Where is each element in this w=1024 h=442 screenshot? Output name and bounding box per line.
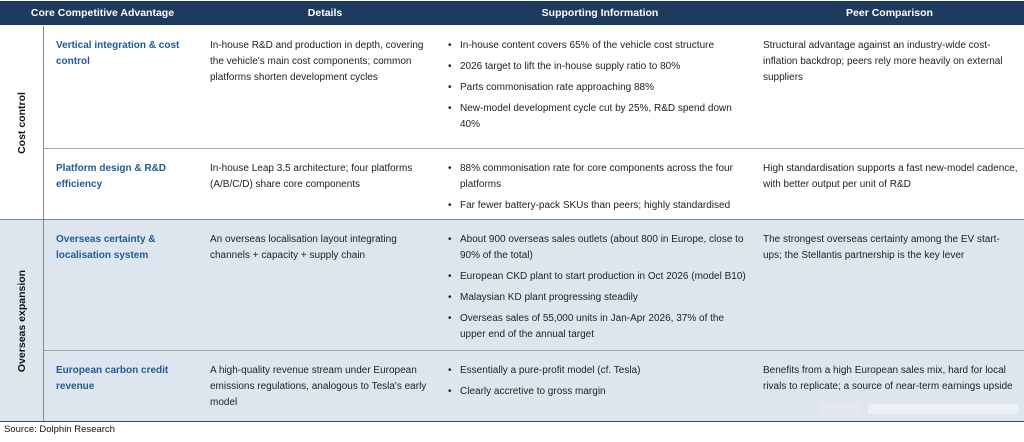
advantage-title: European carbon credit revenue [56, 365, 169, 392]
table-row [44, 149, 1024, 219]
advantage-title: Vertical integration & cost control [56, 40, 180, 67]
supporting-item: • 2026 target to lift the in-house supply ratio to 80% [448, 59, 748, 75]
advantage-title: Platform design & R&D efficiency [56, 163, 167, 190]
supporting-list [448, 363, 748, 405]
header-details: Details [307, 7, 343, 19]
details-text: A high-quality revenue stream under European emissions regulations, analogous to Tesla's early model [210, 365, 427, 408]
supporting-item: • Malaysian KD plant progressing steadily [448, 290, 748, 306]
peer-comparison-text: The strongest overseas certainty among the EV start-ups; the Stellantis partnership is the key lever [763, 234, 1000, 261]
peer-comparison-text: High standardisation supports a fast new-model cadence, with better output per unit of R&D [763, 163, 1018, 190]
table-bottom-border [0, 421, 1024, 422]
details-text: An overseas localisation layout integrating channels + capacity + supply chain [210, 234, 397, 261]
group-column-divider [43, 26, 44, 421]
group-label: Overseas expansion [16, 269, 28, 372]
supporting-list [448, 161, 748, 219]
table-row [44, 220, 1024, 350]
source-note: Source: Dolphin Research [4, 424, 115, 435]
peer-comparison-text: Structural advantage against an industry-wide cost-inflation backdrop; peers rely more heavily on external suppliers [763, 40, 1003, 83]
supporting-item: • In-house content covers 65% of the vehicle cost structure [448, 38, 748, 54]
header-core-advantage: Core Competitive Advantage [30, 7, 175, 19]
supporting-item: • Parts commonisation rate approaching 88% [448, 80, 748, 96]
supporting-item: • New-model development cycle cut by 25%, R&D spend down 40% [448, 101, 748, 133]
details-text: In-house Leap 3.5 architecture; four platforms (A/B/C/D) share core components [210, 163, 413, 190]
supporting-item: • 88% commonisation rate for core components across the four platforms [448, 161, 748, 193]
group-label: Cost control [16, 91, 28, 154]
group-cost-control [0, 26, 44, 219]
supporting-item: • Clearly accretive to gross margin [448, 384, 748, 400]
details-text: In-house R&D and production in depth, covering the vehicle's main cost components; common platforms shorten development cycles [210, 40, 424, 83]
table-row [44, 26, 1024, 148]
group-overseas-expansion [0, 220, 44, 421]
peer-comparison-text: Benefits from a high European sales mix, hard for local rivals to replicate; a source of near-term earnings upside [763, 365, 1013, 392]
watermark-logo [820, 396, 1020, 420]
header-supporting-info: Supporting Information [541, 7, 659, 19]
supporting-item: • Essentially a pure-profit model (cf. Tesla) [448, 363, 748, 379]
supporting-item: • European CKD plant to start production in Oct 2026 (model B10) [448, 269, 748, 285]
supporting-list [448, 38, 748, 138]
supporting-item: • About 900 overseas sales outlets (about 800 in Europe, close to 90% of the total) [448, 232, 748, 264]
advantage-title: Overseas certainty & localisation system [56, 234, 156, 261]
supporting-item: • Overseas sales of 55,000 units in Jan-Apr 2026, 37% of the upper end of the annual target [448, 311, 748, 343]
header-peer-comparison: Peer Comparison [846, 7, 933, 19]
supporting-item: • Far fewer battery-pack SKUs than peers; highly standardised [448, 198, 748, 214]
supporting-list [448, 232, 748, 348]
